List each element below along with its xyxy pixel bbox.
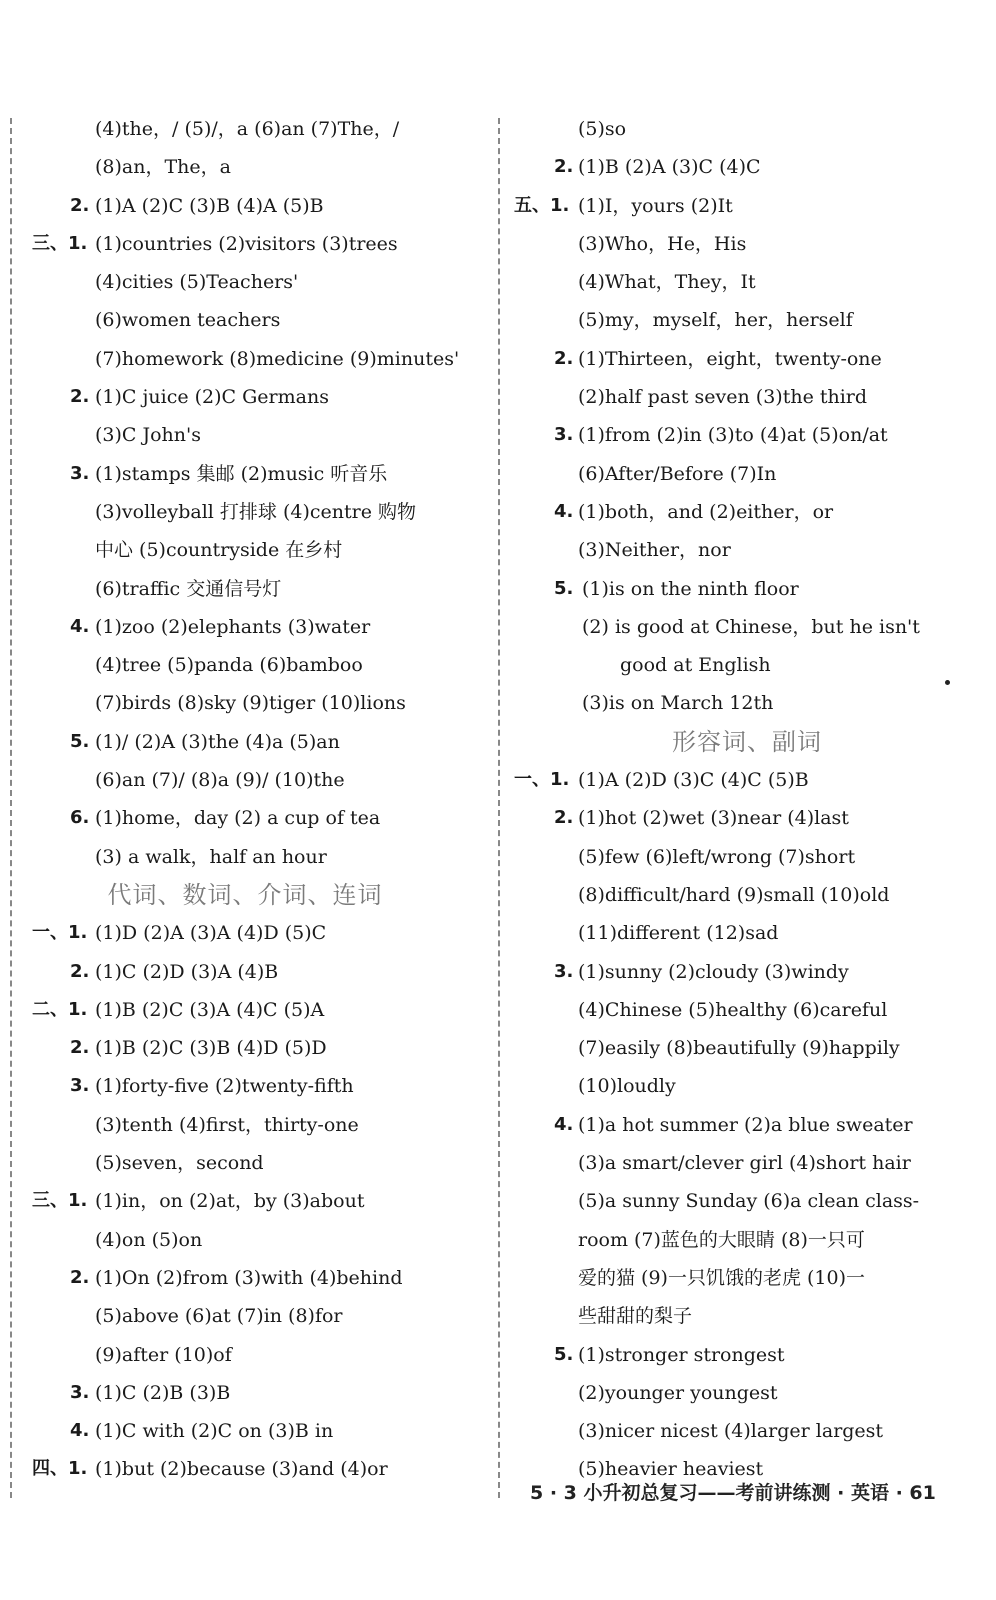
answer-line	[512, 991, 982, 1029]
answer-line	[512, 301, 982, 339]
answer-line	[512, 416, 982, 454]
answer-line	[512, 1221, 982, 1259]
answer-line	[0, 761, 490, 799]
answer-text: (3)a smart/clever girl (4)short hair	[578, 1152, 911, 1175]
answer-text: (1)/ (2)A (3)the (4)a (5)an	[95, 730, 340, 753]
question-number: 4.	[70, 615, 90, 637]
answer-text: (5)few (6)left/wrong (7)short	[578, 845, 856, 868]
answer-line	[512, 1106, 982, 1144]
answer-text: 些甜甜的梨子	[578, 1305, 693, 1328]
answer-line	[0, 1412, 490, 1450]
answer-line	[512, 684, 982, 722]
question-number: 2.	[554, 347, 574, 369]
answer-text: (6)an (7)/ (8)a (9)/ (10)the	[95, 769, 345, 792]
answer-line	[0, 684, 490, 722]
answer-line	[0, 340, 490, 378]
answer-text: (5)seven，second	[95, 1152, 264, 1175]
question-number: 5.	[554, 577, 574, 599]
answer-text: (1)but (2)because (3)and (4)or	[95, 1458, 388, 1481]
answer-text: (8)an，The，a	[95, 156, 231, 179]
right-column	[512, 110, 982, 1489]
column-divider	[498, 118, 500, 1498]
question-number: 2.	[70, 960, 90, 982]
answer-line	[512, 1067, 982, 1105]
answer-text: (8)difficult/hard (9)small (10)old	[578, 883, 890, 906]
question-number: 五、1.	[514, 194, 570, 216]
answer-line	[512, 225, 982, 263]
answer-text: room (7)蓝色的大眼睛 (8)一只可	[578, 1228, 865, 1251]
section-heading: 形容词、副词	[672, 727, 822, 756]
question-number: 3.	[70, 462, 90, 484]
question-number: 5.	[70, 730, 90, 752]
answer-line	[0, 301, 490, 339]
answer-text: (10)loudly	[578, 1075, 676, 1098]
question-number: 一、1.	[514, 769, 570, 791]
answer-text: (2)younger youngest	[578, 1381, 778, 1404]
question-number: 2.	[554, 807, 574, 829]
answer-line	[0, 1336, 490, 1374]
answer-line	[0, 1259, 490, 1297]
answer-text: (1)sunny (2)cloudy (3)windy	[578, 960, 849, 983]
answer-line	[0, 953, 490, 991]
answer-text: (1)home，day (2) a cup of tea	[95, 807, 381, 830]
answer-text: (3)is on March 12th	[582, 692, 774, 715]
page-footer: 5 · 3 小升初总复习——考前讲练测 · 英语 · 61	[530, 1482, 936, 1504]
answer-line	[0, 646, 490, 684]
answer-line	[0, 1106, 490, 1144]
answer-text: (1)B (2)A (3)C (4)C	[578, 156, 761, 179]
answer-text: (3)Neither，nor	[578, 539, 731, 562]
answer-line	[0, 1144, 490, 1182]
answer-line	[512, 148, 982, 186]
answer-text: (3)C John's	[95, 424, 201, 447]
answer-text: (6)women teachers	[95, 309, 281, 332]
question-number: 三、1.	[32, 232, 88, 254]
question-number: 4.	[70, 1420, 90, 1442]
answer-line	[512, 1144, 982, 1182]
answer-line	[0, 1029, 490, 1067]
answer-text: (6)After/Before (7)In	[578, 462, 777, 485]
answer-line	[512, 378, 982, 416]
question-number: 四、1.	[32, 1458, 88, 1480]
answer-text: (5)a sunny Sunday (6)a clean class-	[578, 1190, 920, 1213]
answer-text: (1)hot (2)wet (3)near (4)last	[578, 807, 849, 830]
left-column	[0, 110, 490, 1489]
answer-text: (4)on (5)on	[95, 1228, 203, 1251]
answer-line	[512, 876, 982, 914]
answer-text: (1)in，on (2)at，by (3)about	[95, 1190, 365, 1213]
answer-line	[512, 531, 982, 569]
answer-line	[0, 799, 490, 837]
answer-text: (1)A (2)D (3)C (4)C (5)B	[578, 769, 809, 792]
answer-line	[0, 991, 490, 1029]
answer-text: (5)heavier heaviest	[578, 1458, 764, 1481]
answer-line	[0, 914, 490, 952]
answer-line	[0, 493, 490, 531]
answer-line	[512, 110, 982, 148]
answer-line	[512, 1336, 982, 1374]
question-number: 一、1.	[32, 922, 88, 944]
answer-text: (5)above (6)at (7)in (8)for	[95, 1305, 343, 1328]
answer-text: (4)the，/ (5)/，a (6)an (7)The，/	[95, 118, 400, 140]
answer-text: (1)C with (2)C on (3)B in	[95, 1420, 334, 1443]
question-number: 2.	[70, 386, 90, 408]
answer-text: (4)cities (5)Teachers'	[95, 271, 299, 294]
answer-text: (1)is on the ninth floor	[582, 577, 799, 600]
answer-text: (1)stamps 集邮 (2)music 听音乐	[95, 462, 388, 485]
answer-line	[512, 340, 982, 378]
question-number: 4.	[554, 500, 574, 522]
answer-text: (3)Who，He，His	[578, 232, 747, 255]
answer-line	[512, 1029, 982, 1067]
answer-line	[0, 1182, 490, 1220]
answer-text: (1)D (2)A (3)A (4)D (5)C	[95, 922, 327, 945]
answer-text: (1)from (2)in (3)to (4)at (5)on/at	[578, 424, 888, 447]
answer-text: (3) a walk，half an hour	[95, 845, 327, 868]
ink-dot	[945, 680, 950, 685]
answer-line	[512, 953, 982, 991]
answer-line	[512, 1374, 982, 1412]
answer-text: (1)Thirteen，eight，twenty-one	[578, 347, 882, 370]
answer-line	[0, 570, 490, 608]
answer-line	[512, 1297, 982, 1335]
answer-text: (1)B (2)C (3)B (4)D (5)D	[95, 1037, 327, 1060]
question-number: 2.	[70, 1037, 90, 1059]
answer-text: (1)forty-five (2)twenty-fifth	[95, 1075, 354, 1098]
answer-line	[512, 263, 982, 301]
question-number: 2.	[554, 156, 574, 178]
answer-line	[512, 455, 982, 493]
answer-text: (2)half past seven (3)the third	[578, 386, 868, 409]
question-number: 5.	[554, 1343, 574, 1365]
question-number: 3.	[554, 424, 574, 446]
answer-line	[0, 455, 490, 493]
answer-text: (1)both，and (2)either，or	[578, 500, 834, 523]
answer-text: (4)Chinese (5)healthy (6)careful	[578, 998, 888, 1021]
answer-text: (3)volleyball 打排球 (4)centre 购物	[95, 500, 416, 523]
answer-line	[0, 1450, 490, 1488]
section-heading: 代词、数词、介词、连词	[107, 880, 383, 909]
answer-line	[512, 838, 982, 876]
answer-text: (5)my，myself，her，herself	[578, 309, 853, 332]
question-number: 4.	[554, 1113, 574, 1135]
answer-line	[0, 263, 490, 301]
answer-line	[0, 225, 490, 263]
question-number: 2.	[70, 194, 90, 216]
answer-text: (11)different (12)sad	[578, 922, 779, 945]
answer-line	[512, 608, 982, 646]
answer-line	[0, 148, 490, 186]
answer-text: (4)tree (5)panda (6)bamboo	[95, 654, 363, 677]
answer-line	[0, 608, 490, 646]
answer-text: (1)a hot summer (2)a blue sweater	[578, 1113, 913, 1136]
answer-line	[512, 799, 982, 837]
answer-text: (7)birds (8)sky (9)tiger (10)lions	[95, 692, 406, 715]
answer-line	[0, 187, 490, 225]
answer-text: 中心 (5)countryside 在乡村	[95, 539, 343, 562]
answer-line	[0, 378, 490, 416]
answer-line	[0, 1221, 490, 1259]
answer-text: (1)I，yours (2)It	[578, 194, 733, 217]
answer-text: (1)A (2)C (3)B (4)A (5)B	[95, 194, 324, 217]
answer-line	[0, 1297, 490, 1335]
answer-line	[512, 914, 982, 952]
answer-text: (1)zoo (2)elephants (3)water	[95, 615, 371, 638]
question-number: 3.	[70, 1075, 90, 1097]
answer-line	[512, 1182, 982, 1220]
question-number: 三、1.	[32, 1190, 88, 1212]
answer-line	[512, 1259, 982, 1297]
answer-text: (1)C (2)B (3)B	[95, 1381, 231, 1404]
answer-line	[0, 110, 490, 148]
answer-text: (3)tenth (4)first，thirty-one	[95, 1113, 359, 1136]
answer-text: (1)stronger strongest	[578, 1343, 785, 1366]
question-number: 3.	[554, 960, 574, 982]
answer-text: 爱的猫 (9)一只饥饿的老虎 (10)一	[578, 1266, 865, 1289]
answer-line	[0, 416, 490, 454]
answer-text: (1)B (2)C (3)A (4)C (5)A	[95, 998, 325, 1021]
question-number: 6.	[70, 807, 90, 829]
answer-line	[0, 531, 490, 569]
answer-text: (4)What，They，It	[578, 271, 756, 294]
answer-line	[0, 1374, 490, 1412]
answer-line	[512, 1412, 982, 1450]
answer-line	[512, 493, 982, 531]
answer-text: (6)traffic 交通信号灯	[95, 577, 282, 600]
answer-text: (7)homework (8)medicine (9)minutes'	[95, 347, 460, 370]
answer-line	[512, 761, 982, 799]
answer-text: (1)C juice (2)C Germans	[95, 386, 329, 409]
answer-line	[512, 570, 982, 608]
answer-line	[0, 838, 490, 876]
answer-line	[512, 187, 982, 225]
question-number: 二、1.	[32, 998, 88, 1020]
answer-text: (7)easily (8)beautifully (9)happily	[578, 1037, 900, 1060]
answer-text: good at English	[620, 654, 771, 677]
question-number: 3.	[70, 1381, 90, 1403]
question-number: 2.	[70, 1266, 90, 1288]
answer-text: (1)countries (2)visitors (3)trees	[95, 232, 398, 255]
answer-text: (5)so	[578, 118, 627, 140]
answer-text: (9)after (10)of	[95, 1343, 232, 1366]
answer-line	[512, 646, 982, 684]
answer-text: (1)C (2)D (3)A (4)B	[95, 960, 279, 983]
answer-text: (3)nicer nicest (4)larger largest	[578, 1420, 884, 1443]
answer-line	[0, 723, 490, 761]
answer-text: (2) is good at Chinese，but he isn't	[582, 615, 920, 638]
answer-line	[0, 1067, 490, 1105]
answer-text: (1)On (2)from (3)with (4)behind	[95, 1266, 403, 1289]
